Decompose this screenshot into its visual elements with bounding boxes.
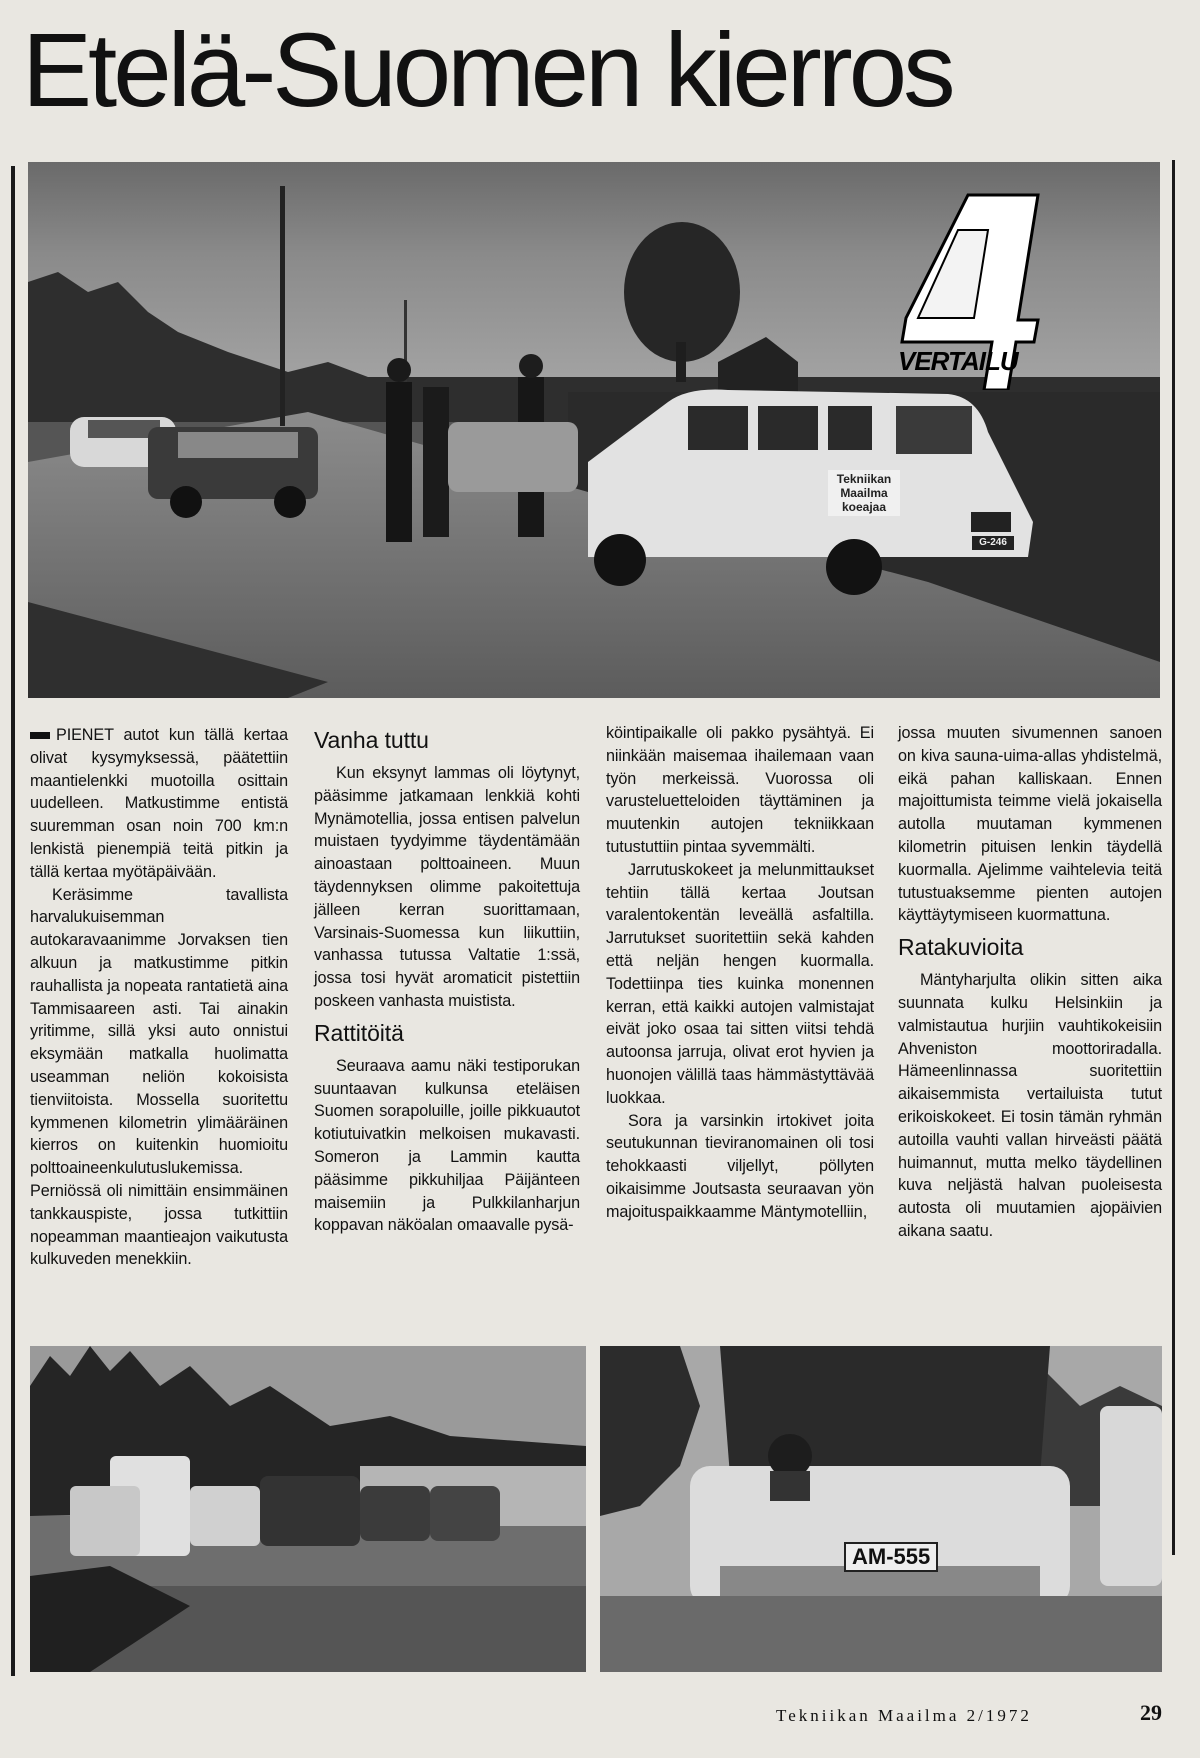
subheading-ratakuvioita: Ratakuvioita (898, 934, 1024, 961)
badge-label: VERTAILU (898, 346, 1018, 376)
car-door-decal: Tekniikan Maailma koeajaa (828, 470, 900, 516)
article-column-4 (898, 722, 1162, 1243)
col1-paragraph-2: Keräsimme tavallista harvalukuisemman autokaravaanimme Jorvaksen tien alkuun ja matkustimme pitkin rauhallista ja nopeata rantatietä aina Tammisaareen asti. Tai ainakin yritimme, sillä yksi auto onnistui eksymään matkalla huolimatta useamman neliön kokoisista tienviitoista. Mossella suoritettu kymmenen kilometrin ylimääräinen kierros on kuitenkin huomioitu polttoaineenkulutuslukemissa. Perniössä oli nimittäin ensimmäinen tankkauspiste, jossa tutkittiin nopeamman maantieajon vaikutusta kulkuveden menekkiin. (30, 885, 288, 1269)
bottom-photo-license-plate: AM-555 (844, 1542, 938, 1572)
subheading-rattitoita: Rattitöitä (314, 1019, 404, 1046)
article-column-3 (606, 722, 874, 1224)
lead-marker-icon (30, 732, 50, 739)
page-title: Etelä-Suomen kierros (22, 12, 952, 129)
article-column-2 (314, 724, 580, 1237)
col4-paragraph-1: jossa muuten sivumennen sanoen on kiva sauna-uima-allas yhdistelmä, eikä pahan kalliskaan. Ennen majoittumista teimme vielä jokaisella autolla muutaman kymmenen kilometrin pituisen lenkin täydellä kuormalla. Ajelimme vaihtelevia teitä tutustuaksemme pienten autojen käyttäytymiseen kuormattuna. (898, 724, 1162, 925)
col1-paragraph-1: PIENET autot kun tällä kertaa olivat kysymyksessä, päätettiin maantielenkki muotoilla osittain uudelleen. Matkustimme entistä suuremman osan noin 700 km:n lenkistä pienempiä teitä pitkin ja tällä kertaa myötäpäivään. (30, 726, 288, 881)
vertailu-4-badge (888, 190, 1056, 390)
col4-paragraph-2: Mäntyharjulta olikin sitten aika suunnata kulku Helsinkiin ja valmistautua hurjiin vauhtikokeisiin Ahveniston moottoriradalla. Hämeenlinnassa suoritettiin aikaisemmista vertailuista tutut erikoiskokeet. Ei tosin tämän ryhmän autoilla vauhti vallan hirveästi päätä huimannut, mutta melko täydellinen kuva neljästä halvan puoleisesta autosta oli muutamien ajopäivien aikana saatu. (898, 971, 1162, 1240)
col2-paragraph-2: Seuraava aamu näki testiporukan suuntaavan kulkunsa eteläisen Suomen sorapoluille, joille pikkuautot kotiutuivatkin melkoisen mukavasti. Someron ja Lammin kautta pääsimme pikkuhiljaa Päijänteen maisemiin ja Pulkkilanharjun koppavan näköalan omaavalle pysä- (314, 1056, 580, 1235)
col2-paragraph-1: Kun eksynyt lammas oli löytynyt, pääsimme jatkamaan lenkkiä kohti Mynämotellia, jossa entisen palvelun muistaen tyydyimme täydentämään ainoastaan polttoaineen. Muun täydennyksen olimme pakoitettuja jälleen kerran suorittamaan, Varsinais-Suomessa kun liikuttiin, vanhassa tutussa Valtatie 1:ssä, jossa tosi hyvät aromaticit pistettiin poskeen vanhasta muistista. (314, 764, 580, 1010)
page-number: 29 (1140, 1700, 1162, 1725)
subheading-vanha-tuttu: Vanha tuttu (314, 727, 429, 753)
bottom-left-photo-parked-cars (30, 1346, 586, 1672)
left-column-rule (11, 166, 15, 1676)
top-photo-license-plate: G-246 (972, 536, 1014, 550)
bottom-right-photo-car-open-hood (600, 1346, 1162, 1672)
article-column-1 (30, 724, 288, 1271)
col3-paragraph-3: Sora ja varsinkin irtokivet joita seutukunnan tieviranomainen oli tosi tehokkaasti viljellyt, pöllyten oikaisimme Joutsasta seuraavan yön majoituspaikkaamme Mäntymotelliin, (606, 1111, 874, 1221)
magazine-footer: Tekniikan Maailma 2/1972 (776, 1706, 1032, 1725)
right-column-rule (1172, 160, 1175, 1555)
col3-paragraph-2: Jarrutuskokeet ja melunmittaukset tehtiin tällä kertaa Joutsan varalentokentän leveällä asfaltilla. Jarrutukset suoritettiin sekä kahden että neljän hengen kuormalla. Todettiinpa ties kuinka monennen kerran, että kaikki autojen valmistajat eivät joko osaa tai sitten viitsi tehdä autoonsa jarruja, olivat erot hyvien ja huonojen välillä taas hämmästyttävää luokkaa. (606, 860, 874, 1107)
col3-paragraph-1: köintipaikalle oli pakko pysähtyä. Ei niinkään maisemaa ihailemaan vaan työn merkeissä. Vuorossa oli varusteluetteloiden täyttäminen ja muutenkin autojen tekniikkaan tutustuttiin pintaa syvemmälti. (606, 724, 874, 856)
